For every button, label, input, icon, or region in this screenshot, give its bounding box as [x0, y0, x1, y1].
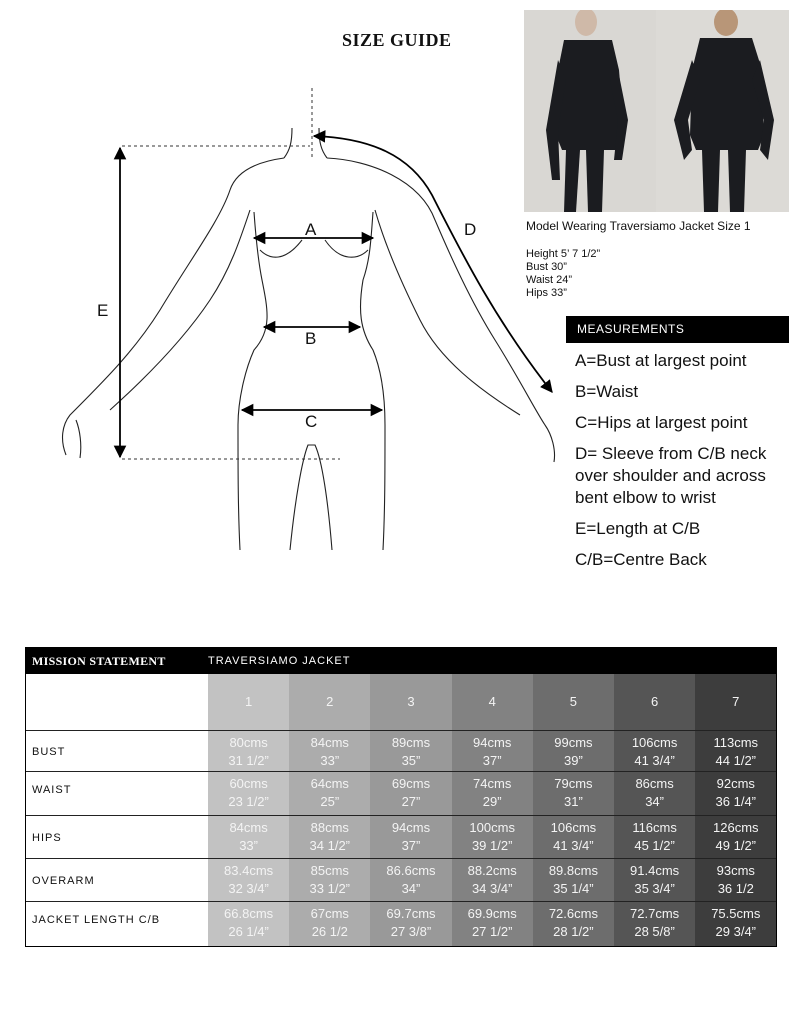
cell-metric: 84cms	[229, 820, 268, 835]
table-cell	[289, 734, 370, 770]
arrow-d	[314, 136, 552, 392]
cell-metric: 91.4cms	[630, 863, 680, 878]
cell-imperial: 36 1/2	[717, 881, 754, 896]
neck-outline	[284, 128, 292, 158]
cell-metric: 106cms	[631, 735, 678, 750]
cell-imperial: 34 1/2”	[309, 838, 351, 853]
label-e: E	[97, 301, 109, 320]
cell-imperial: 39 1/2”	[471, 838, 513, 853]
table-cell	[533, 734, 614, 770]
measurement-d: D= Sleeve from C/B neck over shoulder and across bent elbow to wrist	[575, 444, 767, 507]
cell-imperial: 23 1/2”	[228, 794, 269, 809]
cell-imperial: 25”	[320, 794, 340, 809]
cell-metric: 84cms	[310, 735, 349, 750]
table-cell	[208, 905, 289, 941]
size-header: 2	[326, 694, 334, 709]
cell-imperial: 26 1/4”	[228, 924, 269, 939]
bust-curve-right	[325, 240, 368, 257]
table-cell	[370, 862, 451, 898]
table-cell	[614, 819, 695, 855]
measurements-list	[575, 350, 793, 580]
table-cell	[695, 775, 776, 811]
cell-imperial: 37”	[401, 838, 421, 853]
table-cell	[289, 862, 370, 898]
size-header: 3	[407, 694, 415, 709]
table-cell	[533, 775, 614, 811]
size-column	[533, 674, 614, 946]
model-height: Height 5’ 7 1/2”	[526, 248, 601, 260]
table-cell	[208, 862, 289, 898]
cell-metric: 88.2cms	[467, 863, 517, 878]
torso-right	[360, 212, 385, 550]
neck-outline-right	[319, 128, 327, 158]
model-waist: Waist 24”	[526, 274, 573, 286]
row-labels	[26, 674, 208, 946]
cell-metric: 69.9cms	[467, 906, 517, 921]
table-cell	[370, 775, 451, 811]
table-cell	[614, 775, 695, 811]
cell-metric: 106cms	[550, 820, 597, 835]
size-column	[695, 674, 776, 946]
row-divider	[26, 901, 776, 902]
row-divider	[26, 815, 776, 816]
table-header	[26, 648, 776, 674]
label-c: C	[305, 412, 318, 431]
table-cell	[370, 905, 451, 941]
cell-imperial: 37”	[482, 753, 502, 768]
table-cell	[695, 819, 776, 855]
cell-metric: 69.7cms	[386, 906, 436, 921]
cell-imperial: 26 1/2	[311, 924, 348, 939]
measurement-c: C=Hips at largest point	[575, 413, 748, 432]
table-cell	[452, 862, 533, 898]
cell-metric: 92cms	[716, 776, 755, 791]
cell-imperial: 32 3/4”	[228, 881, 269, 896]
cell-metric: 94cms	[473, 735, 512, 750]
cell-metric: 116cms	[632, 820, 677, 835]
row-divider	[26, 771, 776, 772]
cell-imperial: 35”	[401, 753, 421, 768]
cell-metric: 85cms	[310, 863, 349, 878]
cell-imperial: 27 3/8”	[390, 924, 432, 939]
model-stats	[526, 248, 600, 300]
table-title: TRAVERSIAMO JACKET	[208, 655, 351, 667]
table-cell	[452, 905, 533, 941]
cell-metric: 86cms	[635, 776, 674, 791]
size-header: 7	[732, 694, 740, 709]
cell-imperial: 35 3/4”	[634, 881, 675, 896]
cell-imperial: 28 1/2”	[553, 924, 594, 939]
table-cell	[533, 905, 614, 941]
table-cell	[452, 775, 533, 811]
cell-metric: 89cms	[391, 735, 431, 750]
cell-imperial: 39”	[563, 753, 583, 768]
torso-left	[238, 212, 267, 550]
cell-imperial: 36 1/4”	[715, 794, 757, 809]
cell-metric: 88cms	[310, 820, 349, 835]
cell-imperial: 33”	[320, 753, 340, 768]
table-cell	[533, 819, 614, 855]
table-cell	[370, 734, 451, 770]
cell-metric: 69cms	[391, 776, 431, 791]
cell-imperial: 27 1/2”	[471, 924, 513, 939]
row-divider	[26, 858, 776, 859]
row-label: OVERARM	[32, 875, 95, 887]
cell-imperial: 29”	[482, 794, 502, 809]
cell-metric: 67cms	[310, 906, 349, 921]
size-column	[208, 674, 289, 946]
label-a: A	[305, 220, 317, 239]
table-cell	[370, 819, 451, 855]
measurement-e: E=Length at C/B	[575, 519, 701, 538]
table-cell	[208, 819, 289, 855]
cell-metric: 89.8cms	[548, 863, 598, 878]
cell-imperial: 34 3/4”	[471, 881, 513, 896]
left-inner-arm	[110, 210, 250, 410]
measurement-b: B=Waist	[575, 382, 639, 401]
cell-metric: 99cms	[554, 735, 593, 750]
model-bust: Bust 30”	[526, 261, 567, 273]
left-arm-outline	[63, 158, 284, 458]
size-column	[289, 674, 370, 946]
cell-metric: 74cms	[473, 776, 512, 791]
table-cell	[289, 905, 370, 941]
cell-metric: 72.7cms	[630, 906, 680, 921]
table-cell	[452, 819, 533, 855]
cell-metric: 60cms	[229, 776, 268, 791]
size-header: 5	[569, 694, 577, 709]
cell-metric: 79cms	[554, 776, 593, 791]
row-label: WAIST	[32, 784, 72, 796]
table-cell	[208, 775, 289, 811]
size-header: 4	[488, 694, 496, 709]
right-arm-outline	[327, 158, 555, 462]
cell-imperial: 28 5/8”	[634, 924, 675, 939]
cell-imperial: 33 1/2”	[309, 881, 351, 896]
right-inner-arm	[375, 210, 520, 415]
cell-imperial: 27”	[401, 794, 421, 809]
page-title: SIZE GUIDE	[342, 30, 452, 50]
table-cell	[614, 905, 695, 941]
cell-imperial: 34”	[401, 881, 421, 896]
cell-metric: 66.8cms	[224, 906, 274, 921]
cell-imperial: 49 1/2”	[715, 838, 757, 853]
body-measurement-diagram	[40, 80, 560, 560]
cell-metric: 113cms	[713, 735, 759, 750]
label-b: B	[305, 329, 317, 348]
measurement-cb: C/B=Centre Back	[575, 550, 707, 569]
table-cell	[452, 734, 533, 770]
bust-curve-left	[260, 240, 302, 257]
model-hips: Hips 33”	[526, 287, 567, 299]
size-column	[614, 674, 695, 946]
cell-imperial: 34”	[645, 794, 664, 809]
cell-metric: 83.4cms	[224, 863, 274, 878]
table-cell	[695, 905, 776, 941]
cell-imperial: 33”	[239, 838, 258, 853]
table-cell	[533, 862, 614, 898]
row-label: JACKET LENGTH C/B	[32, 914, 161, 926]
table-cell	[208, 734, 289, 770]
row-divider	[26, 730, 776, 731]
size-table	[25, 647, 777, 947]
table-cell	[695, 862, 776, 898]
table-cell	[695, 734, 776, 770]
model-photo	[524, 10, 789, 212]
table-cell	[614, 862, 695, 898]
size-header: 6	[650, 694, 659, 709]
size-column	[370, 674, 451, 946]
measurements-header: MEASUREMENTS	[566, 316, 789, 343]
cell-metric: 75.5cms	[711, 906, 761, 921]
cell-imperial: 29 3/4”	[715, 924, 757, 939]
row-label: BUST	[32, 746, 66, 758]
cell-imperial: 44 1/2”	[715, 753, 757, 768]
leg-inner	[290, 445, 332, 550]
cell-metric: 86.6cms	[386, 863, 436, 878]
cell-metric: 72.6cms	[548, 906, 598, 921]
mission-statement-label: MISSION STATEMENT	[32, 654, 166, 668]
table-cell	[614, 734, 695, 770]
cell-metric: 94cms	[391, 820, 431, 835]
cell-imperial: 31”	[563, 794, 583, 809]
cell-metric: 100cms	[469, 820, 515, 835]
size-column	[452, 674, 533, 946]
cell-imperial: 35 1/4”	[553, 881, 594, 896]
cell-metric: 126cms	[713, 820, 759, 835]
table-cell	[289, 819, 370, 855]
model-caption: Model Wearing Traversiamo Jacket Size 1	[526, 219, 751, 233]
cell-imperial: 31 1/2”	[228, 753, 269, 768]
cell-imperial: 41 3/4”	[634, 753, 675, 768]
table-cell	[289, 775, 370, 811]
cell-metric: 80cms	[229, 735, 268, 750]
label-d: D	[464, 220, 477, 239]
size-header: 1	[244, 694, 253, 709]
cell-imperial: 41 3/4”	[553, 838, 594, 853]
cell-metric: 93cms	[716, 863, 755, 878]
row-label: HIPS	[32, 832, 62, 844]
cell-imperial: 45 1/2”	[634, 838, 675, 853]
cell-metric: 64cms	[310, 776, 349, 791]
measurement-a: A=Bust at largest point	[575, 351, 747, 370]
